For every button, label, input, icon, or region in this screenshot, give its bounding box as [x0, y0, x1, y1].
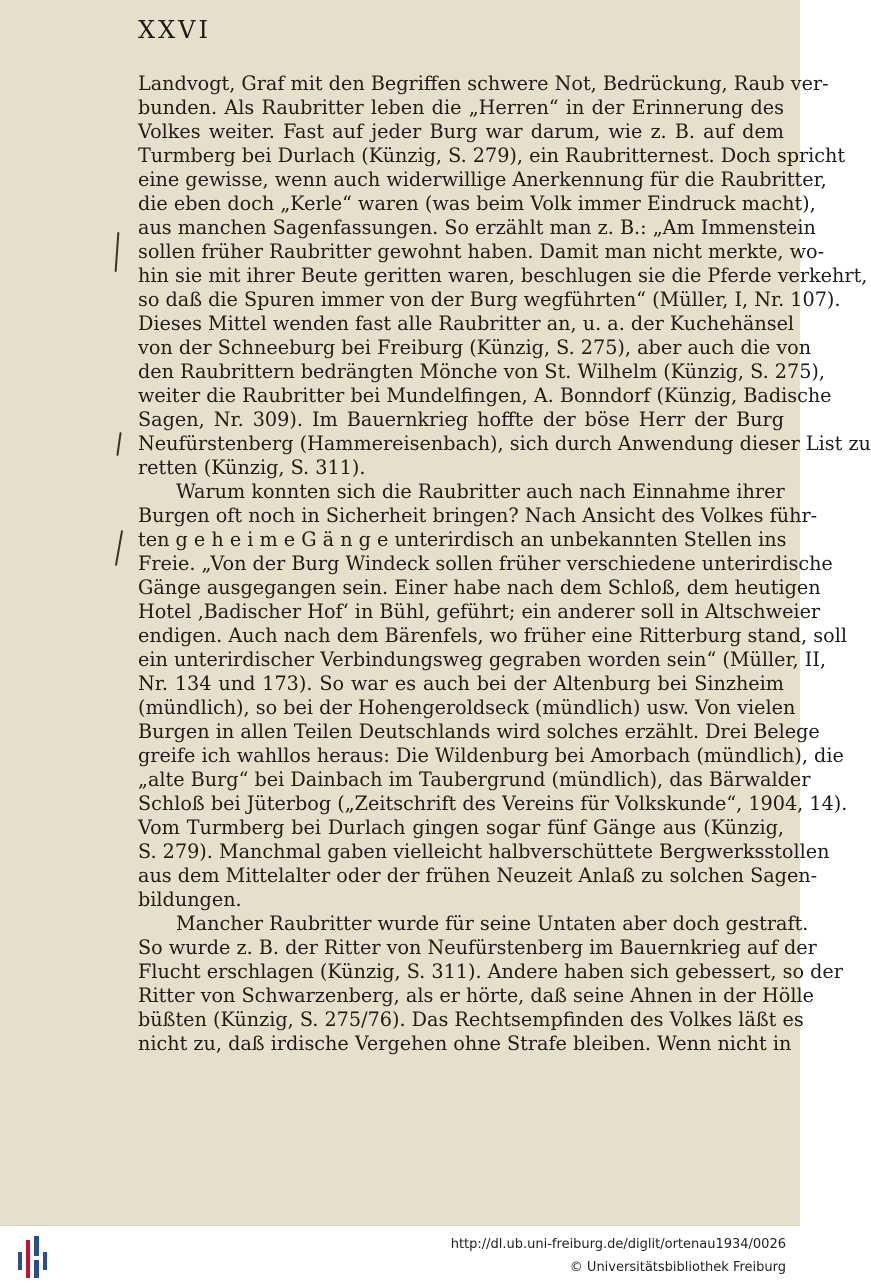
text-line: von der Schneeburg bei Freiburg (Künzig, S. 275), aber auch die von — [138, 336, 812, 359]
text-line: weiter die Raubritter bei Mundelfingen, A. Bonndorf (Künzig, Badische — [138, 384, 832, 407]
text-line: Dieses Mittel wenden fast alle Raubritter an, u. a. der Kuchehänsel — [138, 312, 795, 335]
text-line: so daß die Spuren immer von der Burg wegführten“ (Müller, I, Nr. 107). — [138, 288, 841, 311]
text-line: die eben doch „Kerle“ waren (was beim Volk immer Eindruck macht), — [138, 192, 816, 215]
text-line: hin sie mit ihrer Beute geritten waren, beschlugen sie die Pferde verkehrt, — [138, 264, 868, 287]
text-line: Hotel ‚Badischer Hof‘ in Bühl, geführt; ein anderer soll in Altschweier — [138, 600, 821, 623]
text-line: Landvogt, Graf mit den Begriffen schwere Not, Bedrückung, Raub ver- — [138, 72, 829, 95]
text-line: Vom Turmberg bei Durlach gingen sogar fünf Gänge aus (Künzig, — [138, 816, 784, 839]
text-line: Neufürstenberg (Hammereisenbach), sich durch Anwendung dieser List zu — [138, 432, 871, 455]
text-line: nicht zu, daß irdische Vergehen ohne Strafe bleiben. Wenn nicht in — [138, 1032, 792, 1055]
text-line: sollen früher Raubritter gewohnt haben. Damit man nicht merkte, wo- — [138, 240, 825, 263]
text-line: Freie. „Von der Burg Windeck sollen früher verschiedene unterirdische — [138, 552, 833, 575]
text-line: „alte Burg“ bei Dainbach im Taubergrund (mündlich), das Bärwalder — [138, 768, 811, 791]
university-logo-icon — [14, 1234, 54, 1282]
text-line: Burgen in allen Teilen Deutschlands wird solches erzählt. Drei Belege — [138, 720, 820, 743]
margin-pencil-mark — [116, 432, 121, 456]
text-line: (mündlich), so bei der Hohengeroldseck (mündlich) usw. Von vielen — [138, 696, 796, 719]
text-line: Flucht erschlagen (Künzig, S. 311). Andere haben sich gebessert, so der — [138, 960, 843, 983]
text-line: retten (Künzig, S. 311). — [138, 456, 366, 479]
text-line: büßten (Künzig, S. 275/76). Das Rechtsempfinden des Volkes läßt es — [138, 1008, 804, 1031]
text-line: ten g e h e i m e G ä n g e unterirdisch an unbekannten Stellen ins — [138, 528, 787, 551]
text-line: endigen. Auch nach dem Bärenfels, wo früher eine Ritterburg stand, soll — [138, 624, 847, 647]
text-line: Gänge ausgegangen sein. Einer habe nach dem Schloß, dem heutigen — [138, 576, 821, 599]
text-line: Turmberg bei Durlach (Künzig, S. 279), ein Raubritternest. Doch spricht — [138, 144, 846, 167]
text-line: aus manchen Sagenfassungen. So erzählt man z. B.: „Am Immenstein — [138, 216, 816, 239]
margin-pencil-mark — [115, 530, 123, 566]
text-line: Mancher Raubritter wurde für seine Untaten aber doch gestraft. — [176, 912, 809, 935]
footer-bar — [0, 1225, 800, 1287]
text-line: eine gewisse, wenn auch widerwillige Anerkennung für die Raubritter, — [138, 168, 827, 191]
text-line: Burgen oft noch in Sicherheit bringen? Nach Ansicht des Volkes führ- — [138, 504, 818, 527]
text-line: Schloß bei Jüterbog („Zeitschrift des Vereins für Volkskunde“, 1904, 14). — [138, 792, 848, 815]
text-line: bildungen. — [138, 888, 242, 911]
copyright-notice: © Universitätsbibliothek Freiburg — [569, 1260, 786, 1275]
text-line: So wurde z. B. der Ritter von Neufürstenberg im Bauernkrieg auf der — [138, 936, 817, 959]
text-line: Nr. 134 und 173). So war es auch bei der Altenburg bei Sinzheim — [138, 672, 784, 695]
margin-pencil-mark — [115, 232, 120, 272]
text-line: Warum konnten sich die Raubritter auch nach Einnahme ihrer — [176, 480, 785, 503]
text-line: bunden. Als Raubritter leben die „Herren“ in der Erinnerung des — [138, 96, 784, 119]
text-line: Sagen, Nr. 309). Im Bauernkrieg hoffte der böse Herr der Burg — [138, 408, 784, 431]
text-line: den Raubrittern bedrängten Mönche von St. Wilhelm (Künzig, S. 275), — [138, 360, 825, 383]
text-line: aus dem Mittelalter oder der frühen Neuzeit Anlaß zu solchen Sagen- — [138, 864, 818, 887]
text-line: Ritter von Schwarzenberg, als er hörte, daß seine Ahnen in der Hölle — [138, 984, 814, 1007]
page-number: XXVI — [138, 16, 211, 44]
source-url[interactable]: http://dl.ub.uni-freiburg.de/diglit/ortenau1934/0026 — [450, 1237, 786, 1252]
text-line: Volkes weiter. Fast auf jeder Burg war darum, wie z. B. auf dem — [138, 120, 784, 143]
text-line: S. 279). Manchmal gaben vielleicht halbverschüttete Bergwerksstollen — [138, 840, 830, 863]
text-line: ein unterirdischer Verbindungsweg gegraben worden sein“ (Müller, II, — [138, 648, 827, 671]
text-line: greife ich wahllos heraus: Die Wildenburg bei Amorbach (mündlich), die — [138, 744, 844, 767]
